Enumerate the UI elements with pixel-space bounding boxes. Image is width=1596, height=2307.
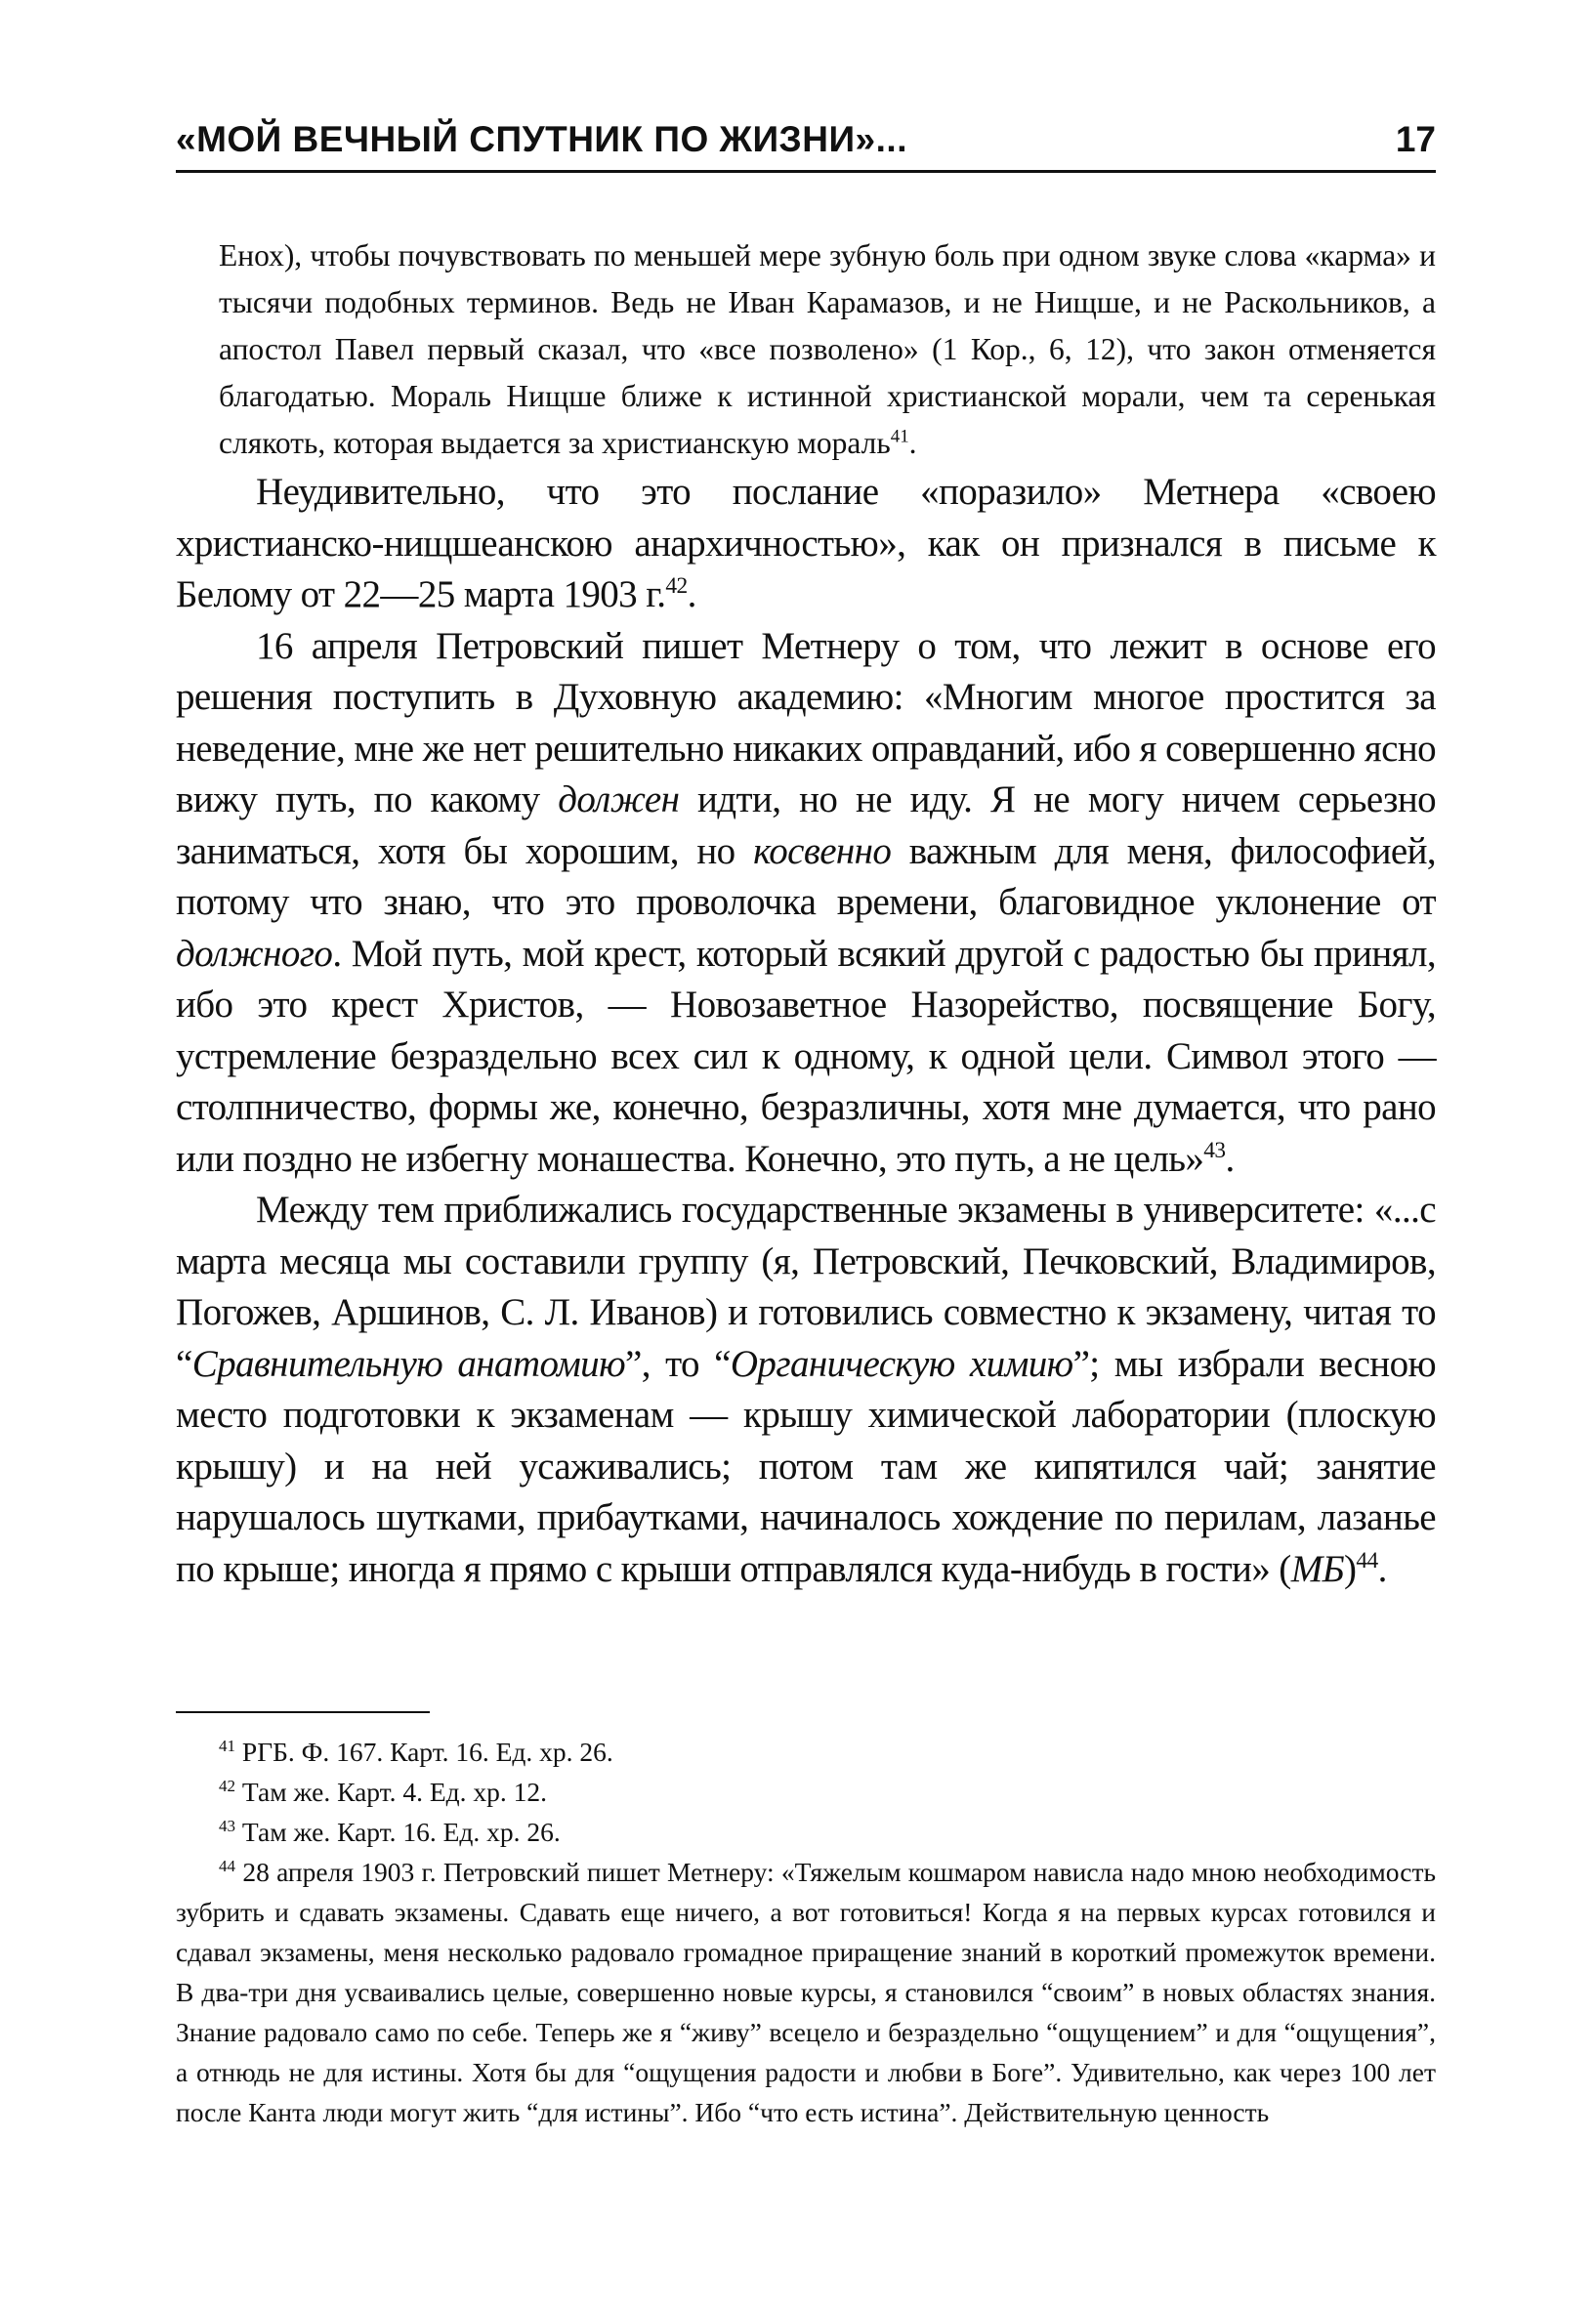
footnote-ref: 44: [1356, 1547, 1378, 1573]
italic-text: МБ: [1290, 1547, 1344, 1590]
paragraph-end: .: [687, 573, 696, 615]
footnote-number: 44: [219, 1856, 236, 1875]
footnote: [176, 1732, 1436, 1772]
footnote-divider: [176, 1711, 430, 1713]
paragraph-end: .: [1377, 1547, 1387, 1590]
footnote: [176, 1852, 1436, 2132]
paragraph-text: Неудивительно, что это послание «поразило» Метнера «своею христианско-нищшеанскою анархичностью», как он признался в письме к Белому от 22—25 марта 1903 г.: [176, 471, 1436, 615]
paragraph-text: . Мой путь, мой крест, который всякий другой с радостью бы принял, ибо это крест Христов, — Новозаветное Назорейство, посвящение Богу, устремление безраздельно всех сил к одному, к одной цели. Символ этого — столпничество, формы же, конечно, безразличны, хотя мне думается, что рано или поздно не избегну монашества. Конечно, это путь, а не цель»: [176, 932, 1436, 1180]
footnotes: [176, 1732, 1436, 2132]
paragraph-text: ): [1343, 1547, 1357, 1590]
quote-text: Енох), чтобы почувствовать по меньшей мере зубную боль при одном звуке слова «карма» и тысячи подобных терминов. Ведь не Иван Карамазов, и не Нищше, и не Раскольников, а апостол Павел первый сказал, что «все позволено» (1 Кор., 6, 12), что закон отменяется благодатью. Мораль Нищше ближе к истинной христианской морали, чем та серенькая слякоть, которая выдается за христианскую мораль: [219, 238, 1436, 460]
page-header: [176, 115, 1436, 173]
footnote-number: 42: [219, 1776, 236, 1795]
paragraph: [176, 467, 1436, 621]
footnote-text: РГБ. Ф. 167. Карт. 16. Ед. хр. 26.: [241, 1737, 613, 1767]
paragraph-text: ”, то “: [624, 1342, 731, 1385]
italic-text: должен: [558, 778, 680, 820]
paragraph-text: ”; мы избрали весною место подготовки к экзаменам — крышу химической лаборатории (плоскую крышу) и на ней усаживались; потом там же кипятился чай; занятие нарушалось шутками, прибаутками, начиналось хождение по перилам, лазанье по крыше; иногда я прямо с крыши отправлялся куда-нибудь в гости» (: [176, 1342, 1437, 1590]
italic-text: должного: [176, 932, 333, 975]
footnote-text: 28 апреля 1903 г. Петровский пишет Метнеру: «Тяжелым кошмаром нависла надо мною необходимость зубрить и сдавать экзамены. Сдавать еще ничего, а вот готовиться! Когда я на первых курсах готовился и сдавал экзамены, меня несколько радовало громадное приращение знаний в короткий промежуток времени. В два-три дня усваивались целые, совершенно новые курсы, я становился “своим” в новых областях знания. Знание радовало само по себе. Теперь же я “живу” всецело и безраздельно “ощущением” и для “ощущения”, а отнюдь не для истины. Хотя бы для “ощущения радости и любви в Боге”. Удивительно, как через 100 лет после Канта люди могут жить “для истины”. Ибо “что есть истина”. Действительную ценность: [176, 1857, 1437, 2127]
page-number: 17: [1395, 119, 1436, 159]
italic-text: Органическую химию: [730, 1342, 1073, 1385]
italic-text: косвенно: [753, 829, 892, 872]
paragraphs: [176, 467, 1436, 1595]
paragraph-end: .: [1225, 1137, 1235, 1180]
footnote-number: 43: [219, 1816, 236, 1835]
block-quote: Енох), чтобы почувствовать по меньшей мере зубную боль при одном звуке слова «карма» и тысячи подобных терминов. Ведь не Иван Карамазов, и не Нищше, и не Раскольников, а апостол Павел первый сказал, что «все позволено» (1 Кор., 6, 12), что закон отменяется благодатью. Мораль Нищше ближе к истинной христианской морали, чем та серенькая слякоть, которая выдается за христианскую мораль$^{41}$.: [219, 238, 1436, 460]
footnote-ref: 42: [665, 573, 688, 599]
paragraph-text: Между тем приближались государственные экзамены в университете: «...с марта месяца мы составили группу (я, Петровский, Печковский, Владимиров, Погожев, Аршинов, С. Л. Иванов) и готовились совместно к экзамену, читая то “: [176, 1189, 1436, 1385]
paragraph-text: 16 апреля Петровский пишет Метнеру о том, что лежит в основе его решения поступить в Духовную академию: «Многим многое простится за неведение, мне же нет решительно никаких оправданий, ибо я совершенно ясно вижу путь, по какому: [176, 624, 1436, 820]
footnote: [176, 1812, 1436, 1852]
footnote-number: 41: [219, 1736, 236, 1755]
footnote: [176, 1772, 1436, 1812]
paragraph-text: идти, но не иду. Я не могу ничем серьезно заниматься, хотя бы хорошим, но: [176, 778, 1436, 872]
footnote-ref: 43: [1203, 1137, 1226, 1163]
footnote-text: Там же. Карт. 16. Ед. хр. 26.: [241, 1817, 561, 1847]
paragraph-text: важным для меня, философией, потому что знаю, что это проволочка времени, благовидное уклонение от: [176, 829, 1436, 923]
footnote-text: Там же. Карт. 4. Ед. хр. 12.: [241, 1777, 548, 1807]
paragraph: [176, 621, 1436, 1186]
running-title: «МОЙ ВЕЧНЫЙ СПУТНИК ПО ЖИЗНИ»...: [176, 119, 907, 159]
footnote-ref: 41: [890, 426, 909, 447]
main-text: [176, 232, 1436, 1595]
italic-text: Сравнительную анатомию: [191, 1342, 625, 1385]
paragraph: [176, 1185, 1436, 1595]
